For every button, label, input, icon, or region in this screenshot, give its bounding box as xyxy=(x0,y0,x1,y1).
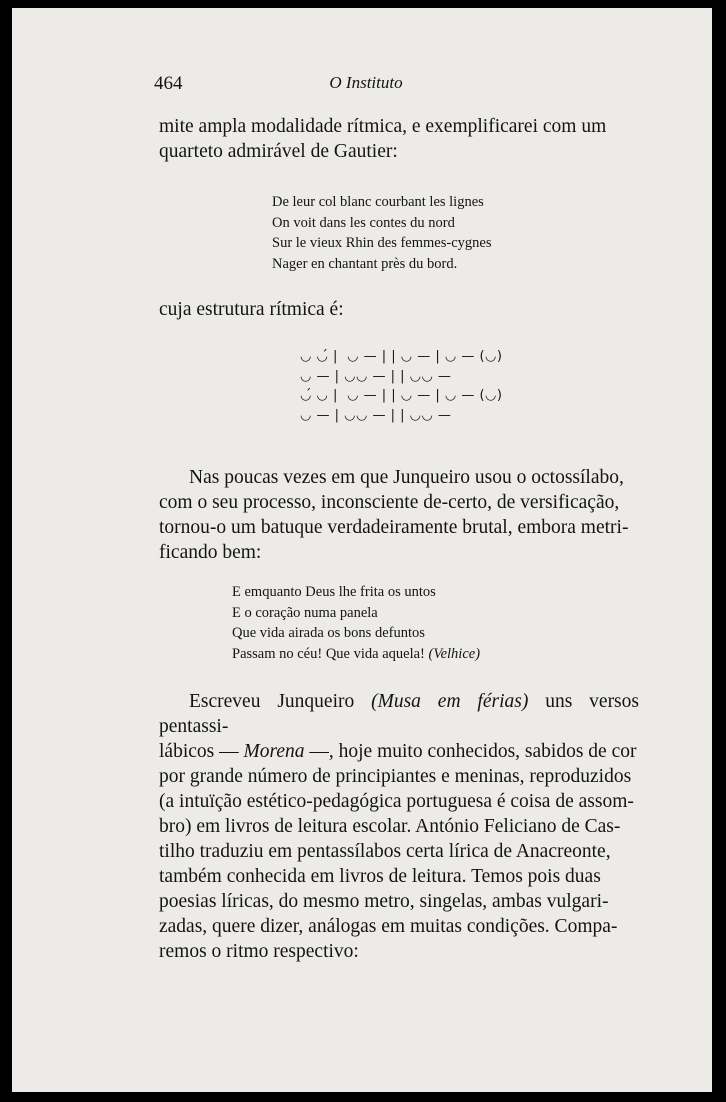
scansion-line: ◡ — | ◡◡ — | | ◡◡ — xyxy=(300,368,452,384)
text-segment: lábicos — xyxy=(159,741,239,762)
paragraph-2 xyxy=(159,297,639,322)
paragraph-4 xyxy=(159,689,639,964)
text-line: tilho traduziu em pentassílabos certa lírica de Anacreonte, xyxy=(159,841,611,862)
verse-text: Passam no céu! Que vida aquela! xyxy=(232,645,425,662)
verse-line: Que vida airada os bons defuntos xyxy=(232,625,425,641)
text-line: ficando bem: xyxy=(159,542,262,563)
text-line: tornou-o um batuque verdadeiramente brutal, embora metri- xyxy=(159,517,629,538)
text-segment: —, hoje muito conhecidos, sabidos de cor xyxy=(309,741,637,762)
text-line: cuja estrutura rítmica é: xyxy=(159,299,344,320)
paragraph-3 xyxy=(159,465,639,565)
verse-line: De leur col blanc courbant les lignes xyxy=(272,194,484,210)
text-line: por grande número de principiantes e meninas, reproduzidos xyxy=(159,766,632,787)
quote-junqueiro xyxy=(232,582,480,664)
quote-gautier xyxy=(272,192,491,274)
text-line: remos o ritmo respectivo: xyxy=(159,941,359,962)
text-line xyxy=(159,689,639,739)
text-line xyxy=(159,739,639,764)
italic-title: (Musa em férias) xyxy=(371,691,529,712)
verse-line: Nager en chantant près du bord. xyxy=(272,255,458,272)
scansion-line: ◡́ ◡ | ◡ — | | ◡ — | ◡ — (◡) xyxy=(300,388,503,403)
text-segment: Escreveu Junqueiro xyxy=(189,691,355,712)
rhythm-scansion xyxy=(300,347,502,425)
text-line: bro) em livros de leitura escolar. António Feliciano de Cas- xyxy=(159,816,621,837)
paragraph-1 xyxy=(159,114,639,164)
text-line: com o seu processo, inconsciente de-certo, de versificação, xyxy=(159,492,620,513)
text-line: também conhecida em livros de leitura. Temos pois duas xyxy=(159,866,601,887)
text-line: quarteto admirável de Gautier: xyxy=(159,141,398,162)
scansion-line: ◡ — | ◡◡ — | | ◡◡ — xyxy=(300,407,452,423)
text-line: (a intuïção estético-pedagógica portuguesa é coisa de assom- xyxy=(159,791,634,812)
page-number: 464 xyxy=(154,73,183,94)
book-page xyxy=(12,8,712,1092)
verse-line: E o coração numa panela xyxy=(232,604,378,621)
verse-line: E emquanto Deus lhe frita os untos xyxy=(232,584,436,600)
text-segment: uns versos pentassi- xyxy=(159,691,639,737)
page-header xyxy=(12,73,712,97)
verse-line-last xyxy=(232,644,480,665)
running-title: O Instituto xyxy=(329,73,403,92)
scansion-line: ◡ ◡́ | ◡ — | | ◡ — | ◡ — (◡) xyxy=(300,349,503,364)
quote-source: (Velhice) xyxy=(428,645,481,662)
italic-title: Morena xyxy=(243,741,305,762)
text-line: poesias líricas, do mesmo metro, singelas, ambas vulgari- xyxy=(159,891,609,912)
verse-line: On voit dans les contes du nord xyxy=(272,214,455,231)
text-line: mite ampla modalidade rítmica, e exemplificarei com um xyxy=(159,116,607,137)
text-line: Nas poucas vezes em que Junqueiro usou o octossílabo, xyxy=(189,467,624,488)
text-line: zadas, quere dizer, análogas em muitas condições. Compa- xyxy=(159,916,618,937)
verse-line: Sur le vieux Rhin des femmes-cygnes xyxy=(272,235,492,251)
